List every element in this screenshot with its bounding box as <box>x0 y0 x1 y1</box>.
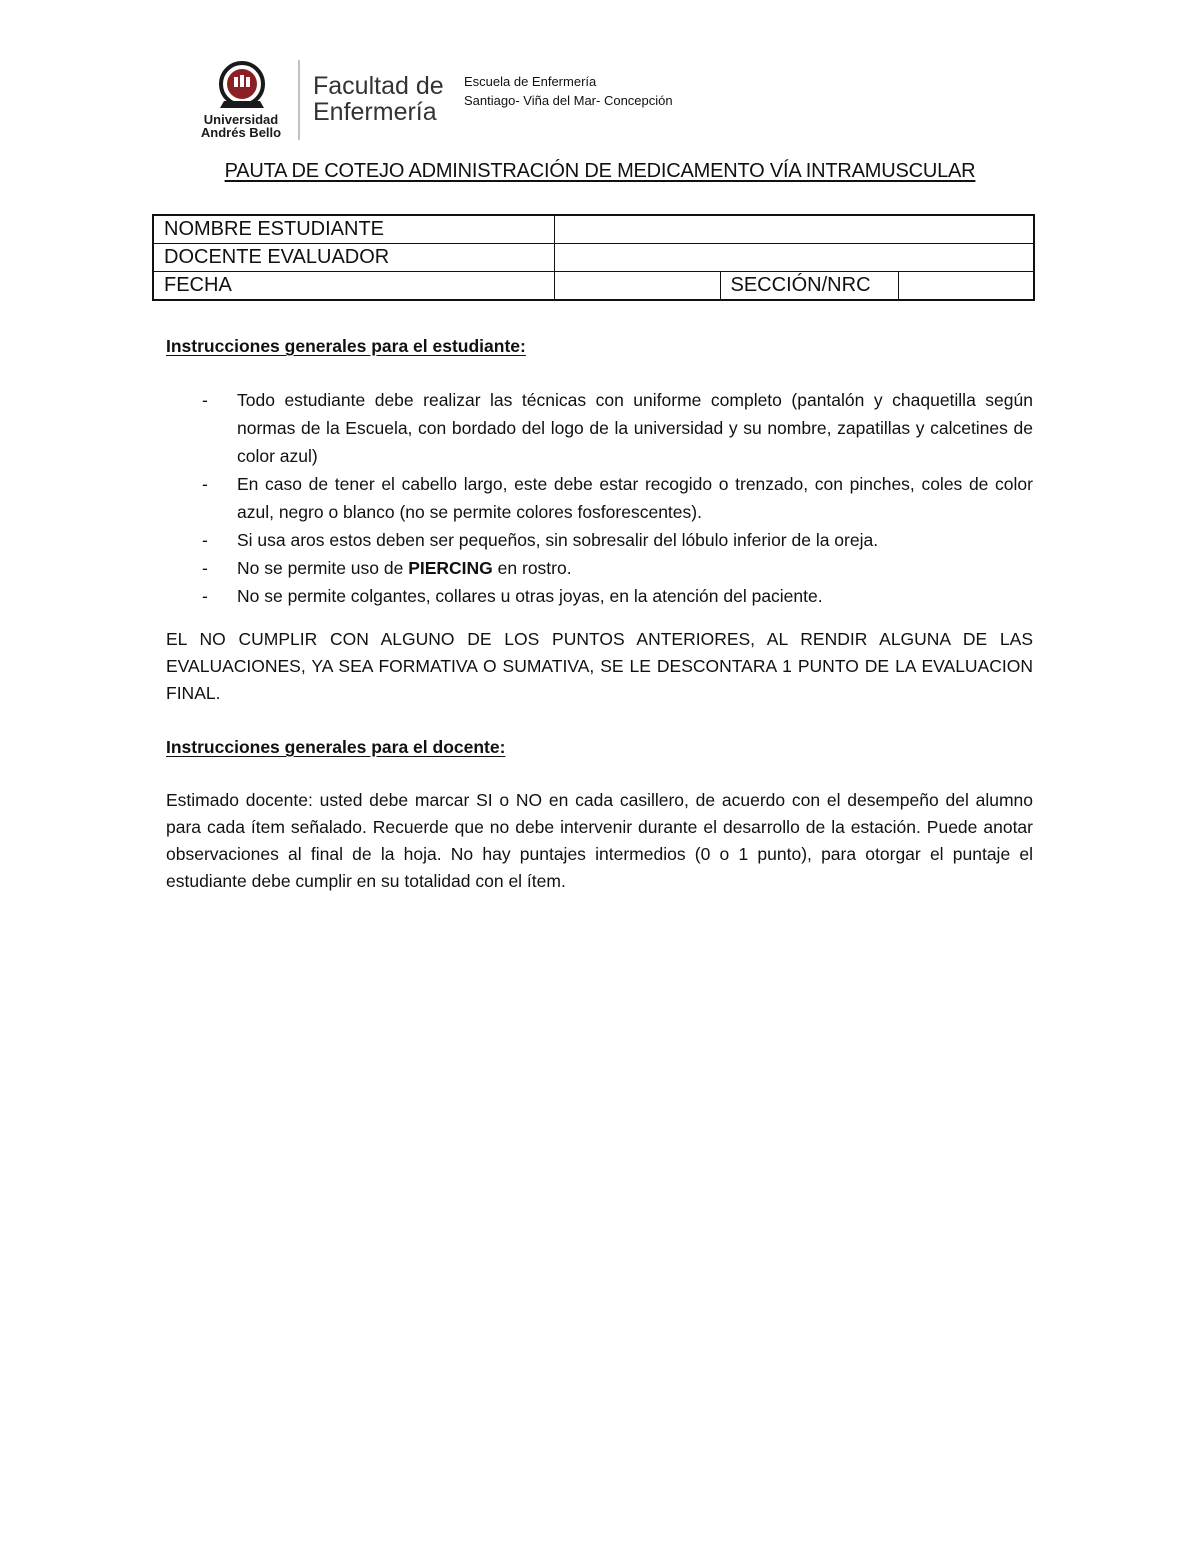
logo-university-line1: Universidad <box>203 112 279 127</box>
evaluator-field[interactable] <box>554 244 1034 272</box>
logo-faculty-line2: Enfermería <box>313 98 437 126</box>
date-label: FECHA <box>153 272 554 301</box>
student-rules-list <box>166 386 1033 610</box>
student-name-field[interactable] <box>554 215 1034 244</box>
page-header <box>196 56 896 146</box>
list-dash: - <box>202 586 208 606</box>
student-info-table <box>152 214 1035 301</box>
university-logo <box>196 56 456 146</box>
student-instructions-heading: Instrucciones generales para el estudiante: <box>166 336 526 356</box>
unab-emblem-icon <box>220 63 264 108</box>
rule-text: Si usa aros estos deben ser pequeños, sin sobresalir del lóbulo inferior de la oreja. <box>237 530 879 550</box>
list-item <box>166 582 1033 610</box>
list-dash: - <box>202 390 208 410</box>
teacher-instructions-heading: Instrucciones generales para el docente: <box>166 737 506 757</box>
table-row <box>153 215 1034 244</box>
list-item <box>166 386 1033 470</box>
school-campuses: Santiago- Viña del Mar- Concepción <box>464 93 673 108</box>
table-row <box>153 244 1034 272</box>
logo-faculty-line1: Facultad de <box>313 72 444 100</box>
instructions-content <box>166 332 1033 895</box>
evaluator-label: DOCENTE EVALUADOR <box>153 244 554 272</box>
rule-text-after: en rostro. <box>492 558 572 578</box>
rule-text-emphasis: PIERCING <box>408 558 493 578</box>
list-dash: - <box>202 558 208 578</box>
rule-text-before: No se permite uso de <box>237 558 409 578</box>
list-dash: - <box>202 474 208 494</box>
penalty-warning: EL NO CUMPLIR CON ALGUNO DE LOS PUNTOS ANTERIORES, AL RENDIR ALGUNA DE LAS EVALUACIONES, YA SEA FORMATIVA O SUMATIVA, SE LE DESCONTARA 1 PUNTO DE LA EVALUACION FINAL. <box>166 629 1033 703</box>
teacher-instructions-text: Estimado docente: usted debe marcar SI o NO en cada casillero, de acuerdo con el desempeño del alumno para cada ítem señalado. Recuerde que no debe intervenir durante el desarrollo de la estación. Puede anotar observaciones al final de la hoja. No hay puntajes intermedios (0 o 1 punto), para otorgar el puntaje el estudiante debe cumplir en su totalidad con el ítem. <box>166 790 1033 891</box>
rule-text: En caso de tener el cabello largo, este debe estar recogido o trenzado, con pinches, coles de color azul, negro o blanco (no se permite colores fosforescentes). <box>237 474 1033 522</box>
student-name-label: NOMBRE ESTUDIANTE <box>153 215 554 244</box>
section-label: SECCIÓN/NRC <box>720 272 898 301</box>
section-field[interactable] <box>898 272 1034 301</box>
list-dash: - <box>202 530 208 550</box>
school-name: Escuela de Enfermería <box>464 74 597 89</box>
document-title: PAUTA DE COTEJO ADMINISTRACIÓN DE MEDICAMENTO VÍA INTRAMUSCULAR <box>224 160 976 182</box>
list-item <box>166 526 1033 554</box>
logo-university-line2: Andrés Bello <box>200 125 282 140</box>
list-item <box>166 554 1033 582</box>
list-item <box>166 470 1033 526</box>
date-field[interactable] <box>554 272 720 301</box>
school-info <box>464 72 673 110</box>
table-row <box>153 272 1034 301</box>
rule-text: Todo estudiante debe realizar las técnicas con uniforme completo (pantalón y chaquetilla según normas de la Escuela, con bordado del logo de la universidad y su nombre, zapatillas y calcetines de color azul) <box>237 390 1033 466</box>
rule-text: No se permite colgantes, collares u otras joyas, en la atención del paciente. <box>237 586 823 606</box>
